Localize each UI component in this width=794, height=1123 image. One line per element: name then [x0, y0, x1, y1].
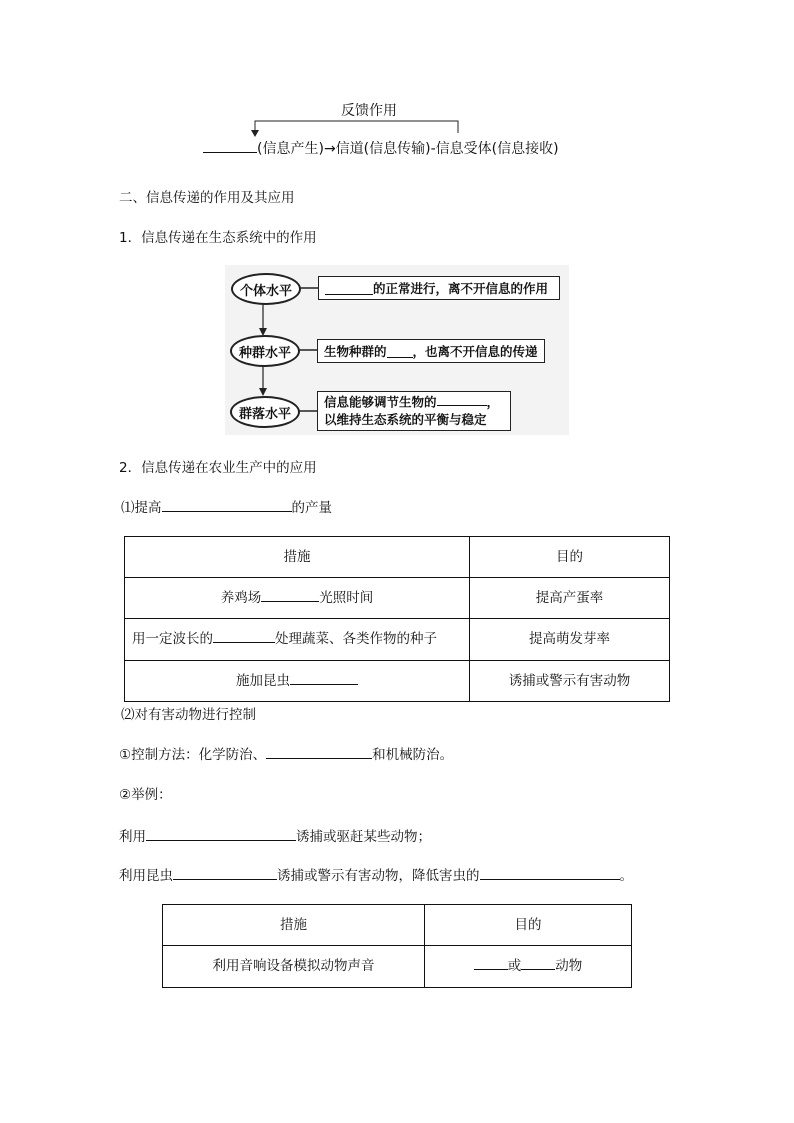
q1-after: 的产量: [291, 500, 332, 516]
row1-after: 光照时间: [319, 590, 374, 606]
q1-before: ⑴提高: [121, 500, 162, 516]
table-sound-measures: [162, 904, 632, 988]
row1-blank[interactable]: [261, 588, 319, 603]
row1-before: 养鸡场: [220, 590, 262, 606]
community-box-comma: ，: [486, 394, 500, 410]
population-box-text-after: ，也离不开信息的传递: [412, 344, 538, 359]
level-individual-label: 个体水平: [239, 283, 292, 299]
level-individual-node: [231, 273, 301, 305]
feedback-dash: -: [430, 141, 436, 157]
use-line-1: [119, 825, 431, 845]
feedback-arrow1: →: [323, 141, 336, 157]
feedback-seg3: 信息受体(信息接收): [435, 141, 559, 157]
table1-row2-purpose: 提高萌发芽率: [470, 619, 670, 661]
table-row: [125, 661, 670, 702]
level-population-node: [230, 335, 300, 367]
use2-before: 利用昆虫: [119, 868, 173, 884]
use1-blank[interactable]: [146, 827, 296, 842]
table-row: [125, 578, 670, 619]
q1-blank[interactable]: [162, 498, 292, 513]
table2-row1-measure: 利用音响设备模拟动物声音: [163, 946, 425, 988]
use2-middle: 诱捕或警示有害动物，降低害虫的: [277, 868, 480, 884]
sub1-title: 1．信息传递在生态系统中的作用: [119, 230, 317, 246]
question-1: [121, 496, 332, 516]
row3-before: 施加昆虫: [236, 673, 290, 689]
t2-after: 动物: [555, 958, 583, 974]
community-box-line2: 以维持生态系统的平衡与稳定: [324, 412, 487, 428]
table1-row3-purpose: 诱捕或警示有害动物: [470, 661, 670, 702]
feedback-seg1: (信息产生): [257, 141, 324, 157]
row2-after: 处理蔬菜、各类作物的种子: [275, 631, 437, 647]
level-community-node: [230, 396, 300, 428]
t2-blank-1[interactable]: [474, 956, 508, 971]
t2-blank-2[interactable]: [521, 956, 555, 971]
level-community-label: 群落水平: [238, 406, 291, 422]
individual-level-box: [318, 276, 560, 300]
population-blank[interactable]: [387, 344, 413, 358]
individual-blank[interactable]: [325, 281, 373, 295]
community-blank[interactable]: [437, 393, 487, 407]
community-box-line1: [324, 393, 499, 412]
control-methods: [119, 743, 453, 763]
table-agriculture-measures: [124, 536, 670, 702]
level-population-label: 种群水平: [238, 345, 291, 361]
table1-row2-measure: [125, 619, 470, 661]
use2-after: 。: [619, 868, 633, 884]
use2-blank-1[interactable]: [173, 866, 277, 881]
use1-after: 诱捕或驱赶某些动物；: [296, 829, 431, 845]
table-row: [125, 619, 670, 661]
table1-row1-measure: [125, 578, 470, 619]
method-before: ①控制方法：化学防治、: [119, 747, 267, 763]
feedback-seg2: 信道(信息传输): [335, 141, 431, 157]
use-line-2: [119, 864, 633, 884]
example-title: ②举例：: [119, 787, 172, 803]
sub2-title: 2．信息传递在农业生产中的应用: [119, 460, 317, 476]
use2-blank-2[interactable]: [480, 866, 620, 881]
table2-header-purpose: 目的: [425, 905, 632, 946]
community-level-box: [317, 391, 511, 431]
population-box-text-before: 生物种群的: [324, 344, 387, 359]
section2-title: 二、信息传递的作用及其应用: [119, 190, 295, 206]
table2-row1-purpose: [425, 946, 632, 988]
table1-header-purpose: 目的: [470, 537, 670, 578]
row2-blank[interactable]: [213, 629, 275, 644]
table1-header-measure: 措施: [125, 537, 470, 578]
individual-box-text: 的正常进行，离不开信息的作用: [373, 281, 549, 296]
method-blank[interactable]: [266, 745, 372, 760]
question-2: ⑵对有害动物进行控制: [121, 707, 256, 723]
table2-header-measure: 措施: [163, 905, 425, 946]
table1-row1-purpose: 提高产蛋率: [470, 578, 670, 619]
use1-before: 利用: [119, 829, 146, 845]
table-row: [163, 946, 632, 988]
row2-before: 用一定波长的: [132, 631, 213, 647]
population-level-box: [317, 339, 545, 363]
community-box-text-before: 信息能够调节生物的: [324, 394, 437, 410]
method-after: 和机械防治。: [372, 747, 454, 763]
row3-blank[interactable]: [290, 671, 358, 686]
table1-row3-measure: [125, 661, 470, 702]
t2-mid: 或: [507, 958, 522, 974]
feedback-label: 反馈作用: [341, 103, 397, 119]
